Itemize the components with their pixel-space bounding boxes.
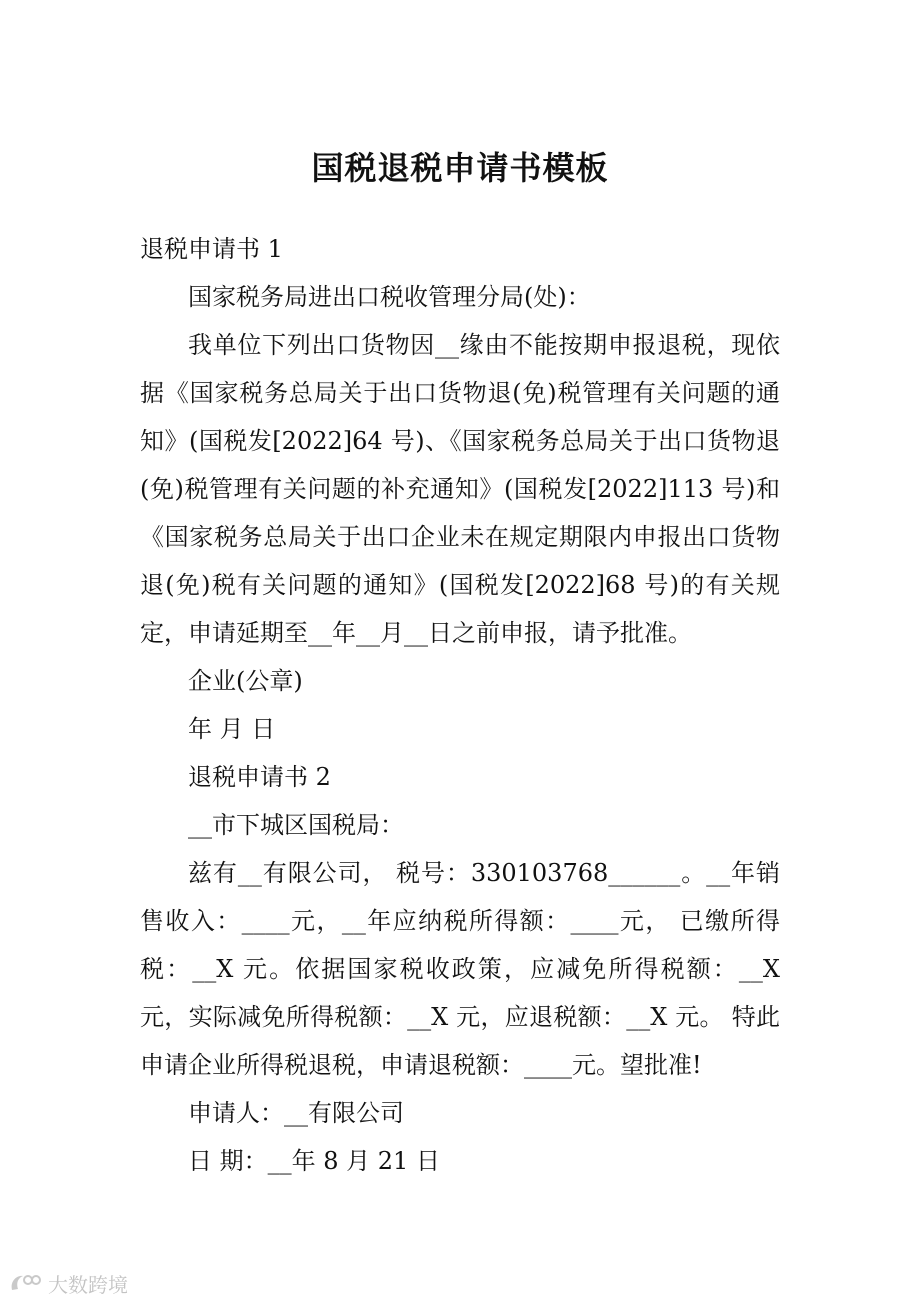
paragraph: 年 月 日 bbox=[188, 715, 276, 743]
paragraph: 国家税务局进出口税收管理分局(处)： bbox=[188, 283, 591, 311]
paragraph: 申请人：__有限公司 bbox=[188, 1099, 404, 1127]
paragraph: 我单位下列出口货物因__缘由不能按期申报退税，现依据《国家税务总局关于出口货物退(免)税管理有关问题的通知》(国税发[2022]64 号)、《国家税务总局关于出口货物退(免)税管理有关问题的补充通知》(国税发[2022]113 号)和《国家税务总局关于出口企业未在规定期限内申报出口货物退(免)税有关问题的通知》(国税发[2022]68 号)的有关规定，申请延期至__年__月__日之前申报，请予批准。 bbox=[140, 331, 780, 647]
document-body bbox=[140, 225, 780, 1185]
paragraph: 企业(公章) bbox=[188, 667, 303, 695]
document-title: 国税退税申请书模板 bbox=[311, 149, 609, 187]
watermark-text: 大数跨境 bbox=[48, 1272, 128, 1297]
paragraph: 退税申请书 2 bbox=[188, 763, 331, 791]
watermark bbox=[8, 1268, 128, 1298]
paragraph: 日 期：__年 8 月 21 日 bbox=[188, 1147, 440, 1175]
paragraph: __市下城区国税局： bbox=[188, 811, 404, 839]
logo-icon bbox=[8, 1272, 42, 1294]
paragraph: 兹有__有限公司， 税号：330103768______。__年销售收入：____元，__年应纳税所得额：____元， 已缴所得税：__X 元。依据国家税收政策，应减免所得税额：__X 元，实际减免所得税额：__X 元，应退税额：__X 元。 特此申请企业所得税退税，申请退税额：____元。望批准! bbox=[140, 859, 780, 1079]
paragraph: 退税申请书 1 bbox=[140, 235, 283, 263]
